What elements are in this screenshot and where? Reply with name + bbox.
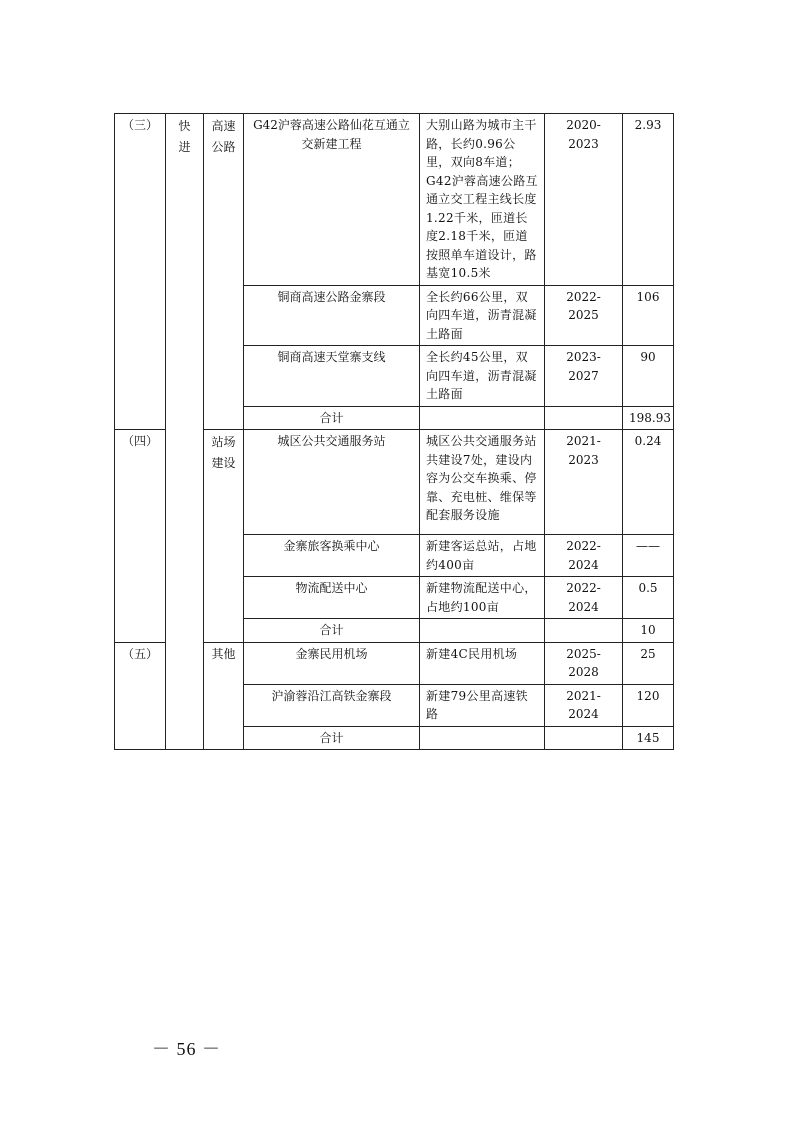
project-investment: 106: [623, 285, 674, 346]
project-name: 物流配送中心: [244, 577, 420, 619]
project-name: 金寨民用机场: [244, 642, 420, 684]
empty-cell: [545, 406, 623, 430]
empty-cell: [420, 726, 545, 750]
project-investment: 0.5: [623, 577, 674, 619]
project-desc: 新建物流配送中心，占地约100亩: [420, 577, 545, 619]
project-desc: 新建客运总站，占地约400亩: [420, 535, 545, 577]
project-period: 2020-2023: [545, 114, 623, 286]
total-value: 198.93: [623, 406, 674, 430]
category-label: 快进: [178, 119, 191, 154]
subcategory-label: 其他: [204, 642, 244, 750]
project-table: [114, 113, 674, 750]
section-label: （五）: [115, 642, 166, 750]
project-desc: 新建4C民用机场: [420, 642, 545, 684]
project-investment: 90: [623, 346, 674, 407]
total-value: 145: [623, 726, 674, 750]
section-label: （四）: [115, 430, 166, 643]
project-name: 铜商高速天堂寨支线: [244, 346, 420, 407]
project-investment: 0.24: [623, 430, 674, 535]
project-investment: 120: [623, 684, 674, 726]
project-desc: 新建79公里高速铁路: [420, 684, 545, 726]
project-period: 2021-2024: [545, 684, 623, 726]
project-period: 2022-2024: [545, 535, 623, 577]
project-desc: 大别山路为城市主干路，长约0.96公里，双向8车道；G42沪蓉高速公路互通立交工程主线长度1.22千米，匝道长度2.18千米，匝道按照单车道设计，路基宽10.5米: [420, 114, 545, 286]
project-name: G42沪蓉高速公路仙花互通立交新建工程: [244, 114, 420, 286]
project-period: 2022-2025: [545, 285, 623, 346]
project-name: 城区公共交通服务站: [244, 430, 420, 535]
subcategory-cell: [204, 114, 244, 430]
page-number: － 56 －: [152, 1039, 221, 1059]
project-period: 2022-2024: [545, 577, 623, 619]
total-label: 合计: [244, 406, 420, 430]
subcategory-label: 高速公路: [211, 119, 236, 154]
section-label: （三）: [115, 114, 166, 430]
project-investment: ——: [623, 535, 674, 577]
project-name: 金寨旅客换乘中心: [244, 535, 420, 577]
empty-cell: [545, 726, 623, 750]
table-row: [115, 114, 674, 286]
total-value: 10: [623, 619, 674, 643]
category-cell: [166, 114, 204, 750]
project-period: 2025-2028: [545, 642, 623, 684]
project-investment: 25: [623, 642, 674, 684]
project-investment: 2.93: [623, 114, 674, 286]
project-desc: 全长约66公里，双向四车道，沥青混凝土路面: [420, 285, 545, 346]
subcategory-label: 站场建设: [211, 435, 236, 470]
subcategory-cell: [204, 430, 244, 643]
project-name: 铜商高速公路金寨段: [244, 285, 420, 346]
project-period: 2023-2027: [545, 346, 623, 407]
empty-cell: [420, 406, 545, 430]
total-label: 合计: [244, 726, 420, 750]
empty-cell: [420, 619, 545, 643]
project-name: 沪渝蓉沿江高铁金寨段: [244, 684, 420, 726]
total-label: 合计: [244, 619, 420, 643]
project-desc: 全长约45公里，双向四车道，沥青混凝土路面: [420, 346, 545, 407]
project-period: 2021-2023: [545, 430, 623, 535]
empty-cell: [545, 619, 623, 643]
project-desc: 城区公共交通服务站共建设7处，建设内容为公交车换乘、停靠、充电桩、维保等配套服务设施: [420, 430, 545, 535]
